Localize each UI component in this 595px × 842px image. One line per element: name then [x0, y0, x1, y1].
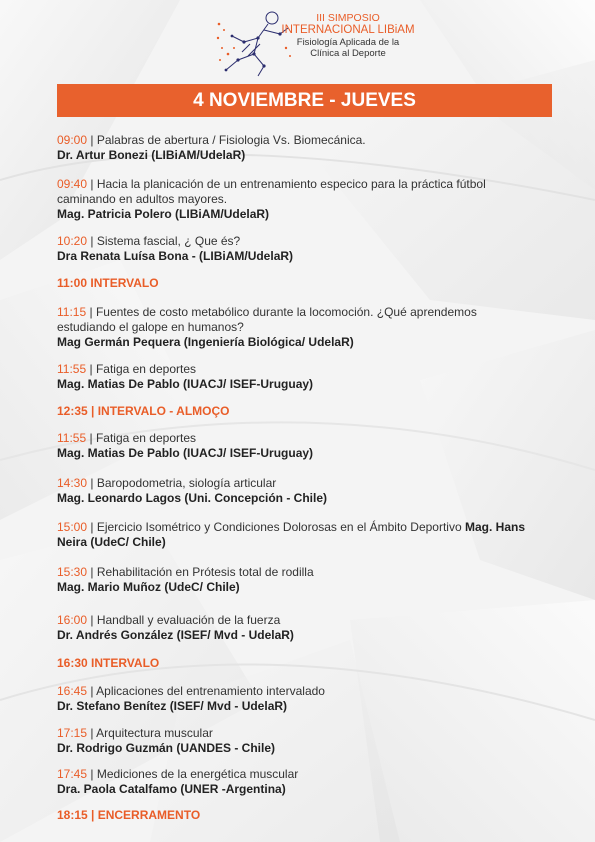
time-separator: |: [87, 177, 97, 191]
time-separator: |: [87, 565, 97, 579]
time-separator: |: [87, 133, 97, 147]
schedule-item: [57, 613, 582, 643]
time-separator: |: [87, 520, 97, 534]
item-title: Arquitectura muscular: [96, 726, 213, 740]
item-title-cont: caminando en adultos mayores.: [57, 192, 228, 206]
item-time: 09:00: [57, 133, 88, 147]
schedule-item: [57, 362, 582, 392]
event-title-line2: INTERNACIONAL LIBiAM: [281, 24, 415, 36]
schedule-item: [57, 726, 582, 756]
item-speaker: Mag. Matias De Pablo (IUACJ/ ISEF-Uruguay): [57, 377, 314, 391]
item-speaker: Mag Germán Pequera (Ingeniería Biológica/ UdelaR): [57, 335, 354, 349]
item-title: Rehabilitación en Prótesis total de rodilla: [96, 565, 314, 579]
item-time: 14:30: [57, 476, 88, 490]
schedule-item: [57, 133, 582, 163]
break-label: 16:30 INTERVALO: [57, 656, 160, 670]
item-time: 15:00: [57, 520, 88, 534]
schedule-item: [57, 431, 582, 461]
item-time: 11:15: [57, 305, 87, 319]
item-speaker: Neira (UdeC/ Chile): [57, 535, 166, 549]
time-separator: |: [87, 684, 97, 698]
item-time: 15:30: [57, 565, 88, 579]
item-speaker: Dr. Andrés González (ISEF/ Mvd - UdelaR): [57, 628, 294, 642]
item-time: 10:20: [57, 234, 88, 248]
item-title: Mediciones de la energética muscular: [96, 767, 299, 781]
item-speaker: Mag. Mario Muñoz (UdeC/ Chile): [57, 580, 240, 594]
item-title: Baropodometria, siología articular: [96, 476, 277, 490]
schedule-item: [57, 767, 582, 797]
item-speaker: Mag. Patricia Polero (LIBiAM/UdelaR): [57, 207, 270, 221]
event-subtitle-line1: Fisiología Aplicada de la: [296, 37, 400, 48]
item-title: Sistema fascial, ¿ Que és?: [96, 234, 241, 248]
item-speaker-inline: Mag. Hans: [465, 520, 526, 534]
schedule-item: [57, 476, 582, 506]
schedule-item: [57, 520, 582, 550]
item-speaker: Dr. Stefano Benítez (ISEF/ Mvd - UdelaR): [57, 699, 288, 713]
time-separator: |: [87, 476, 97, 490]
schedule-item: [57, 565, 582, 595]
item-title: Fuentes de costo metabólico durante la locomoción. ¿Qué aprendemos: [95, 305, 477, 319]
item-time: 17:45: [57, 767, 88, 781]
item-speaker: Dr. Artur Bonezi (LIBiAM/UdelaR): [57, 148, 246, 162]
item-title: Fatiga en deportes: [95, 431, 197, 445]
item-time: 11:55: [57, 431, 87, 445]
item-title: Hacia la planicación de un entrenamiento especico para la práctica fútbol: [96, 177, 486, 191]
item-speaker: Mag. Leonardo Lagos (Uni. Concepción - Chile): [57, 491, 328, 505]
item-time: 16:00: [57, 613, 88, 627]
item-title: Ejercicio Isométrico y Condiciones Dolorosas en el Ámbito Deportivo: [96, 520, 462, 534]
break-label: 18:15 | ENCERRAMENTO: [57, 808, 201, 822]
schedule-item: [57, 177, 582, 222]
time-separator: |: [87, 726, 97, 740]
time-separator: |: [86, 305, 96, 319]
item-speaker: Mag. Matias De Pablo (IUACJ/ ISEF-Uruguay): [57, 446, 314, 460]
item-time: 16:45: [57, 684, 88, 698]
schedule-item: [57, 684, 582, 714]
event-title-line1: III SIMPOSIO: [316, 12, 380, 24]
schedule-item: [57, 305, 582, 350]
day-banner: 4 NOVIEMBRE - JUEVES: [57, 84, 552, 117]
item-title: Palabras de abertura / Fisiologia Vs. Biomecánica.: [96, 133, 366, 147]
time-separator: |: [86, 362, 96, 376]
time-separator: |: [87, 234, 97, 248]
item-title-cont: estudiando el galope en humanos?: [57, 320, 244, 334]
break-label: 12:35 | INTERVALO - ALMOÇO: [57, 404, 230, 418]
item-title: Handball y evaluación de la fuerza: [96, 613, 281, 627]
event-subtitle-line2: Clínica al Deporte: [310, 48, 386, 59]
break-label: 11:00 INTERVALO: [57, 276, 159, 290]
schedule-item: [57, 234, 582, 264]
time-separator: |: [87, 767, 97, 781]
item-time: 09:40: [57, 177, 88, 191]
time-separator: |: [87, 613, 97, 627]
event-title: [268, 12, 428, 59]
item-title: Aplicaciones del entrenamiento intervalado: [96, 684, 325, 698]
item-time: 11:55: [57, 362, 87, 376]
item-speaker: Dra Renata Luísa Bona - (LIBiAM/UdelaR): [57, 249, 294, 263]
item-speaker: Dra. Paola Catalfamo (UNER -Argentina): [57, 782, 286, 796]
item-time: 17:15: [57, 726, 88, 740]
item-speaker: Dr. Rodrigo Guzmán (UANDES - Chile): [57, 741, 276, 755]
item-title: Fatiga en deportes: [95, 362, 197, 376]
time-separator: |: [86, 431, 96, 445]
